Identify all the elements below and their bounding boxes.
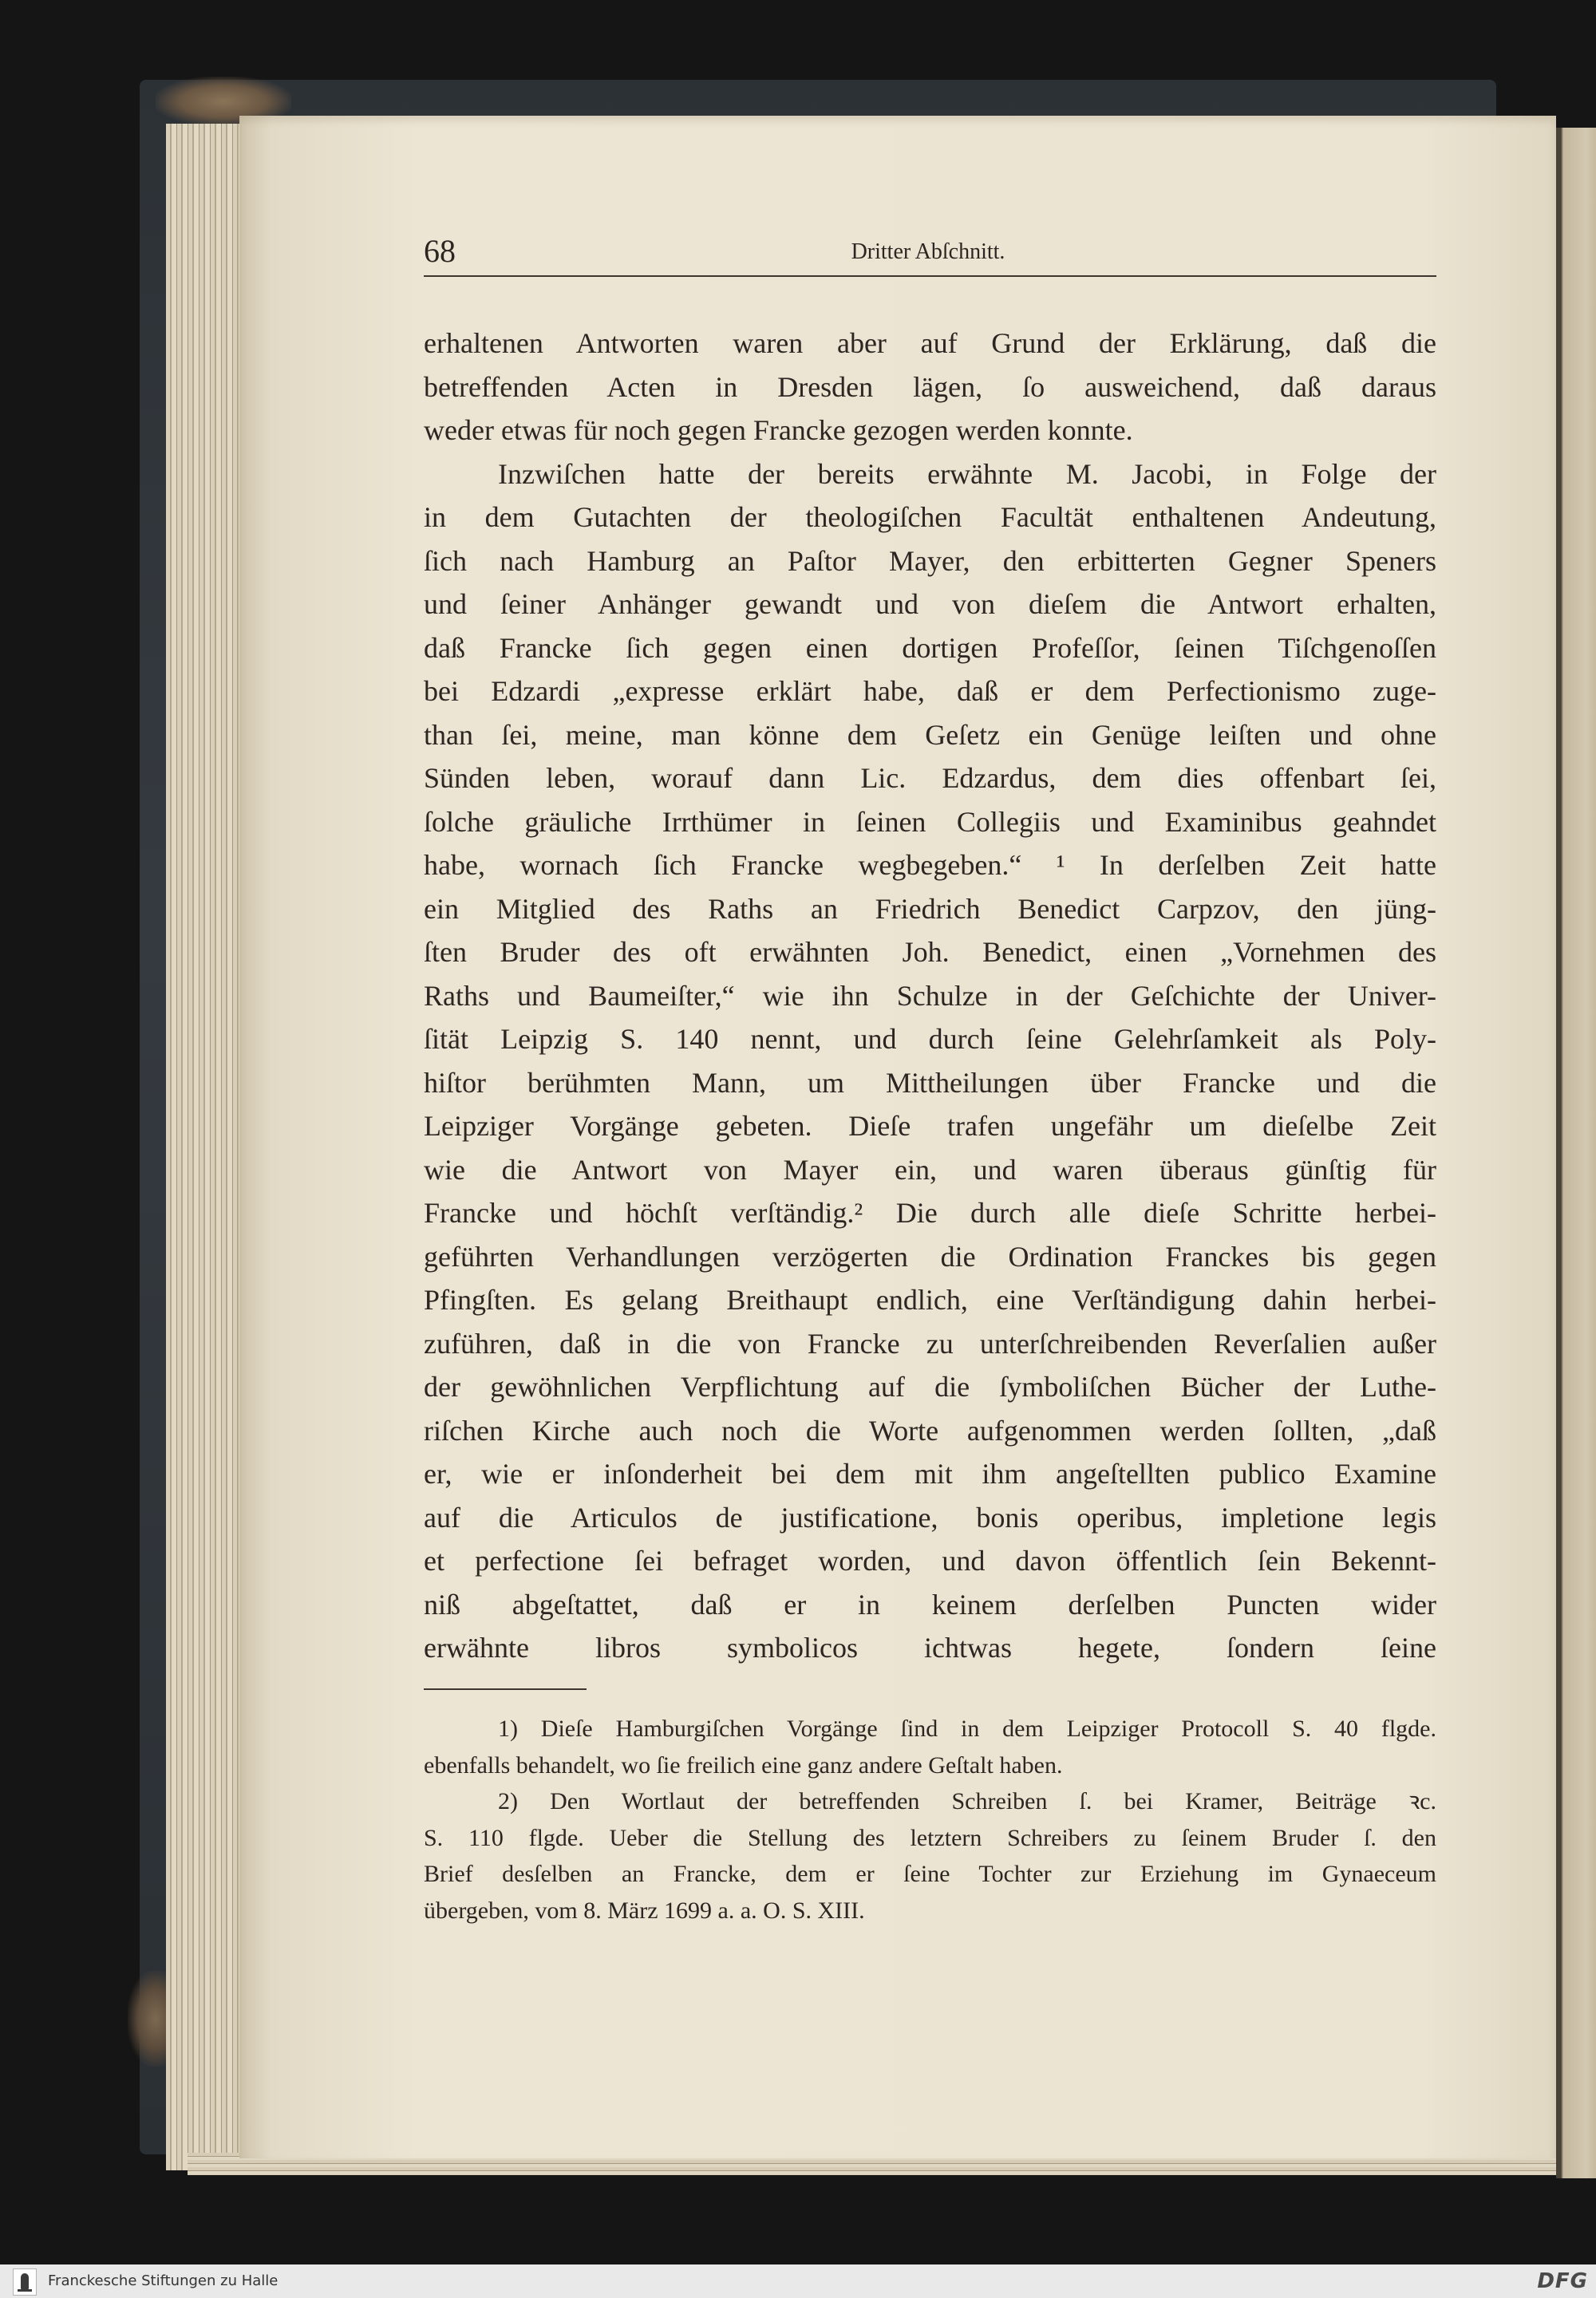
text-line: daß Francke ſich gegen einen dortigen Profeſſor, ſeinen Tiſchgenoſſen bbox=[424, 631, 1436, 664]
footnote-line: übergeben, vom 8. März 1699 a. a. O. S. XIII. bbox=[424, 1897, 865, 1924]
text-line: auf die Articulos de justificatione, bonis operibus, impletione legis bbox=[424, 1501, 1436, 1534]
page-stack-left-edge bbox=[166, 124, 246, 2170]
footnote-line: 2) Den Wortlaut der betreffenden Schreiben ſ. bei Kramer, Beiträge ꝛc. bbox=[498, 1788, 1436, 1814]
text-line: und ſeiner Anhänger gewandt und von dieſem die Antwort erhalten, bbox=[424, 588, 1436, 620]
text-line: zuführen, daß in die von Francke zu unterſchreibenden Reverſalien außer bbox=[424, 1327, 1436, 1360]
viewer-footer bbox=[0, 2264, 1596, 2298]
text-line: ſten Bruder des oft erwähnten Joh. Benedict, einen „Vornehmen des bbox=[424, 936, 1436, 968]
text-line: der gewöhnlichen Verpflichtung auf die ſymboliſchen Bücher der Luthe- bbox=[424, 1371, 1436, 1403]
page-number: 68 bbox=[424, 233, 456, 269]
header-rule bbox=[424, 275, 1436, 277]
text-line: Raths und Baumeiſter,“ wie ihn Schulze in der Geſchichte der Univer- bbox=[424, 979, 1436, 1012]
text-line: niß abgeſtattet, daß er in keinem derſelben Puncten wider bbox=[424, 1588, 1436, 1621]
facing-page-edge bbox=[1556, 128, 1596, 2178]
text-line: wie die Antwort von Mayer ein, und waren überaus günſtig für bbox=[424, 1153, 1436, 1186]
institution-logo-icon bbox=[13, 2268, 37, 2296]
text-line: than ſei, meine, man könne dem Geſetz ein Genüge leiſten und ohne bbox=[424, 718, 1436, 751]
text-line: et perfectione ſei befraget worden, und davon öffentlich ſein Bekennt- bbox=[424, 1545, 1436, 1577]
text-line: ſich nach Hamburg an Paſtor Mayer, den erbitterten Gegner Speners bbox=[424, 544, 1436, 577]
text-line: riſchen Kirche auch noch die Worte aufgenommen werden ſollten, „daß bbox=[424, 1414, 1436, 1447]
text-line: ein Mitglied des Raths an Friedrich Benedict Carpzov, den jüng- bbox=[424, 892, 1436, 925]
footnote-line: Brief desſelben an Francke, dem er ſeine Tochter zur Erziehung im Gynaeceum bbox=[424, 1861, 1436, 1887]
footnotes bbox=[424, 1711, 1436, 1929]
text-line: Inzwiſchen hatte der bereits erwähnte M. Jacobi, in Folge der bbox=[498, 457, 1436, 490]
footnote-separator bbox=[424, 1688, 587, 1690]
text-line: Francke und höchſt verſtändig.² Die durch alle dieſe Schritte herbei- bbox=[424, 1197, 1436, 1229]
text-line: ſolche gräuliche Irrthümer in ſeinen Collegiis und Examinibus geahndet bbox=[424, 805, 1436, 838]
text-line: bei Edzardi „expresse erklärt habe, daß er dem Perfectionismo zuge- bbox=[424, 675, 1436, 707]
text-line: Leipziger Vorgänge gebeten. Dieſe trafen ungefähr um dieſelbe Zeit bbox=[424, 1110, 1436, 1142]
text-line: erwähnte libros symbolicos ichtwas hegete, ſondern ſeine bbox=[424, 1632, 1436, 1664]
running-head: Dritter Abſchnitt. bbox=[851, 239, 1005, 264]
text-line: Pfingſten. Es gelang Breithaupt endlich, eine Verſtändigung dahin herbei- bbox=[424, 1284, 1436, 1316]
footnote-line: 1) Dieſe Hamburgiſchen Vorgänge ſind in dem Leipziger Protocoll S. 40 flgde. bbox=[498, 1716, 1436, 1742]
dfg-logo: DFG bbox=[1537, 2269, 1588, 2293]
text-line: in dem Gutachten der theologiſchen Facultät enthaltenen Andeutung, bbox=[424, 501, 1436, 533]
text-line: weder etwas für noch gegen Francke gezogen werden konnte. bbox=[424, 414, 1133, 446]
footnote-line: S. 110 flgde. Ueber die Stellung des letztern Schreibers zu ſeinem Bruder ſ. den bbox=[424, 1824, 1436, 1851]
text-line: betreffenden Acten in Dresden lägen, ſo ausweichend, daß daraus bbox=[424, 370, 1436, 403]
text-line: geführten Verhandlungen verzögerten die Ordination Franckes bis gegen bbox=[424, 1240, 1436, 1273]
footnote-line: ebenfalls behandelt, wo ſie freilich eine ganz andere Geſtalt haben. bbox=[424, 1751, 1063, 1779]
text-line: habe, wornach ſich Francke wegbegeben.“ ¹ In derſelben Zeit hatte bbox=[424, 849, 1436, 881]
text-line: er, wie er inſonderheit bei dem mit ihm angeſtellten publico Examine bbox=[424, 1458, 1436, 1490]
institution-name: Franckesche Stiftungen zu Halle bbox=[48, 2272, 279, 2289]
text-line: Sünden leben, worauf dann Lic. Edzardus, dem dies offenbart ſei, bbox=[424, 762, 1436, 794]
text-line: erhaltenen Antworten waren aber auf Grund der Erklärung, daß die bbox=[424, 327, 1436, 359]
body-text bbox=[424, 322, 1436, 1670]
text-line: hiſtor berühmten Mann, um Mittheilungen über Francke und die bbox=[424, 1066, 1436, 1099]
text-line: ſität Leipzig S. 140 nennt, und durch ſeine Gelehrſamkeit als Poly- bbox=[424, 1023, 1436, 1055]
